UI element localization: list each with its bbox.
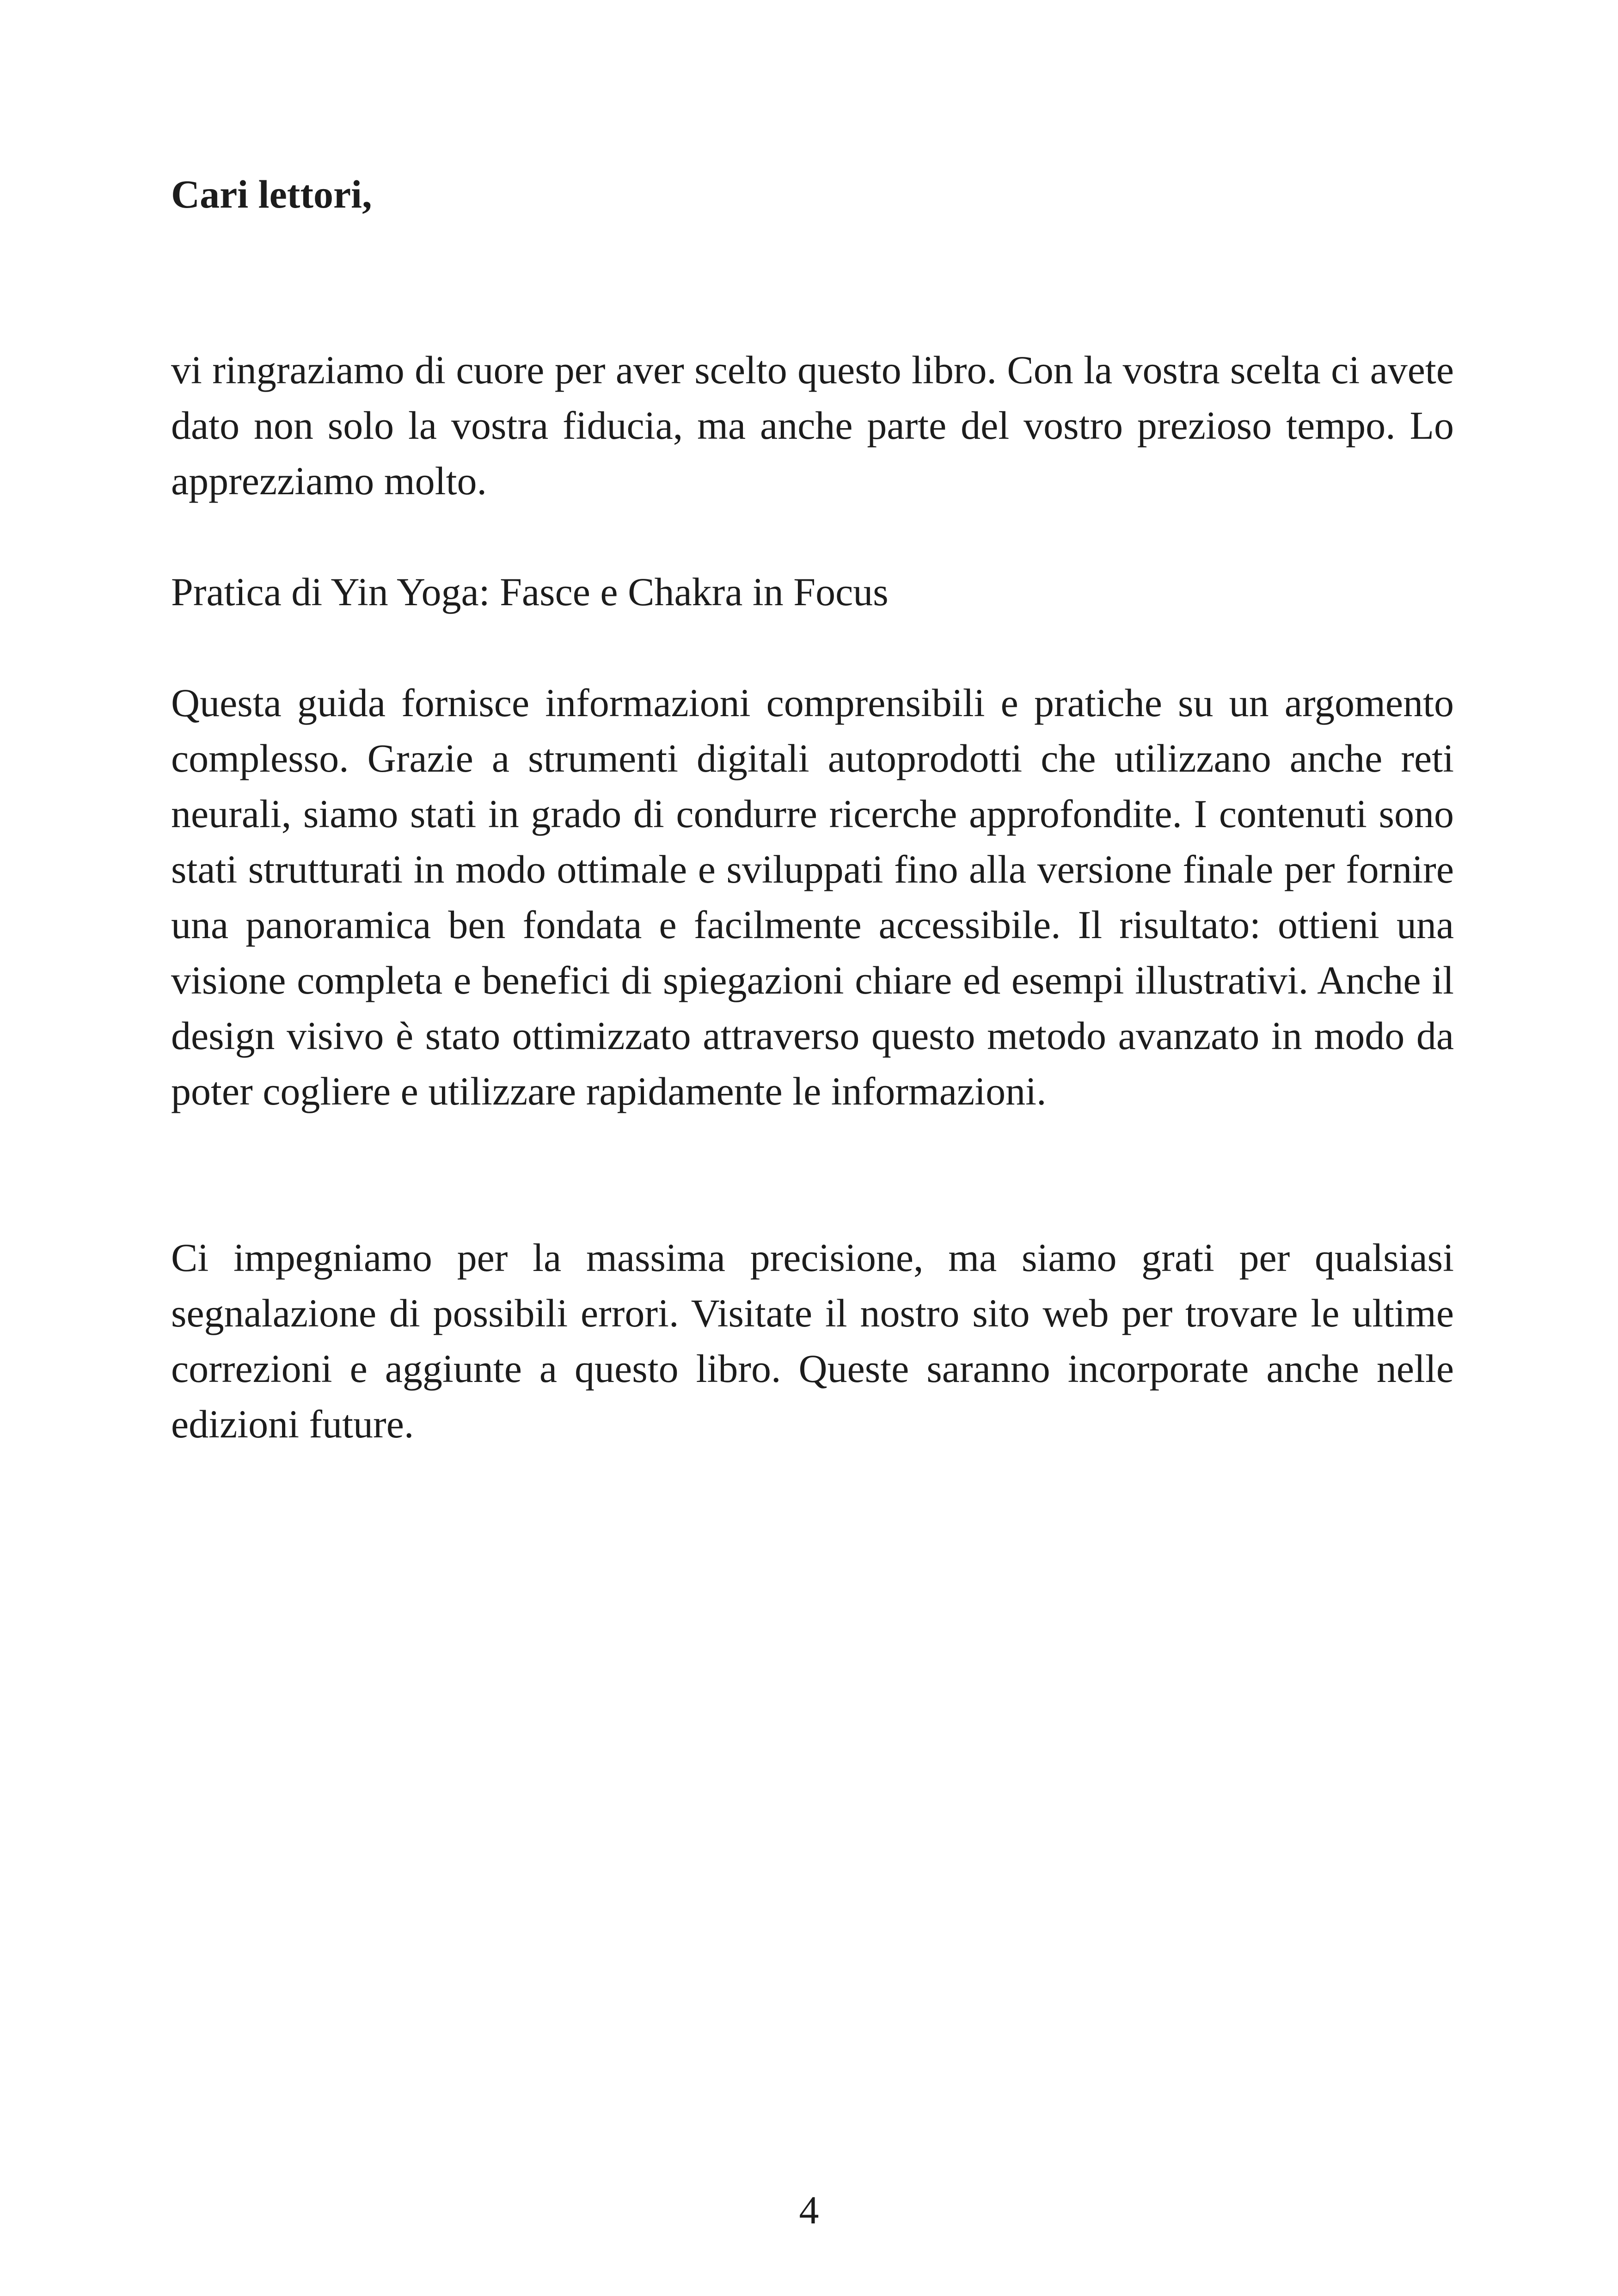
- book-title-line: Pratica di Yin Yoga: Fasce e Chakra in Focus: [171, 570, 889, 614]
- page-number: 4: [799, 2188, 819, 2232]
- salutation-heading: Cari lettori,: [171, 172, 372, 216]
- paragraph-thanks: vi ringraziamo di cuore per aver scelto questo libro. Con la vostra scelta ci avete dato non solo la vostra fiducia, ma anche parte del vostro prezioso tempo. Lo apprezziamo molto.: [171, 348, 1454, 503]
- paragraph-guide-description: Questa guida fornisce informazioni comprensibili e pratiche su un argomento complesso. Grazie a strumenti digitali autoprodotti che utilizzano anche reti neurali, siamo stati in grado di condurre ricerche approfondite. I contenuti sono stati strutturati in modo ottimale e sviluppati fino alla versione finale per fornire una panoramica ben fondata e facilmente accessibile. Il risultato: ottieni una visione completa e benefici di spiegazioni chiare ed esempi illustrativi. Anche il design visivo è stato ottimizzato attraverso questo metodo avanzato in modo da poter cogliere e utilizzare rapidamente le informazioni.: [171, 681, 1454, 1113]
- paragraph-corrections: Ci impegniamo per la massima precisione, ma siamo grati per qualsiasi segnalazione di possibili errori. Visitate il nostro sito web per trovare le ultime correzioni e aggiunte a questo libro. Queste saranno incorporate anche nelle edizioni future.: [171, 1235, 1454, 1446]
